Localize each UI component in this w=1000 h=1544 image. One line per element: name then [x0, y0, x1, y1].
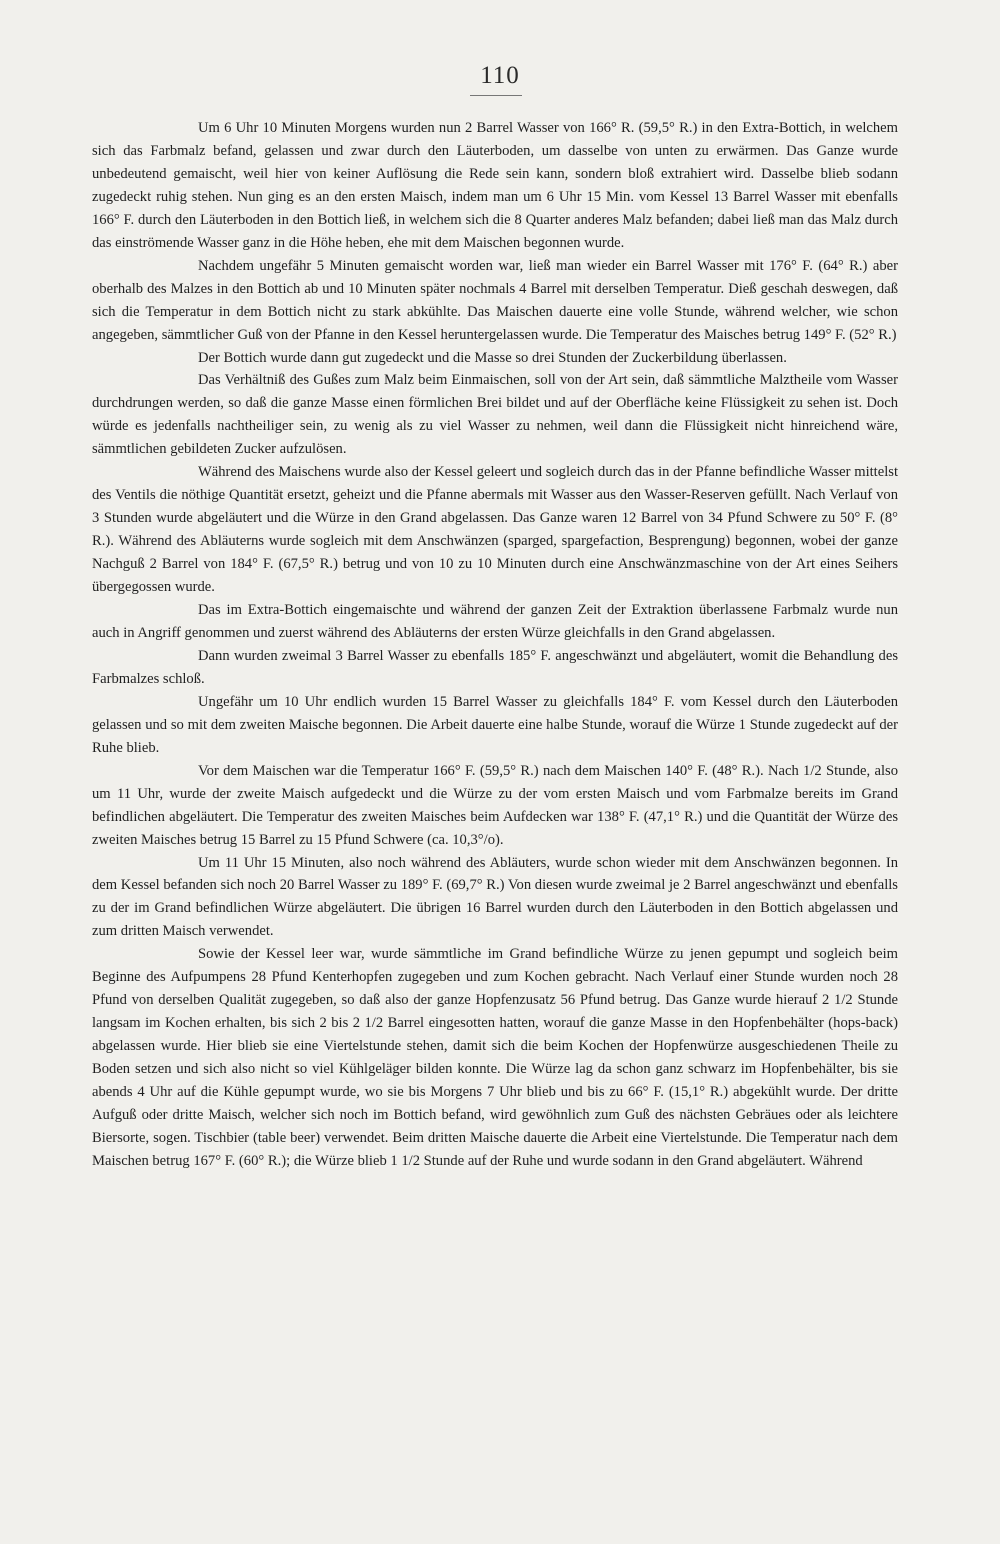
paragraph-6: Das im Extra-Bottich eingemaischte und während der ganzen Zeit der Extraktion überlassene Farbmalz wurde nun auch in Angriff genommen und zuerst während des Abläuterns der ersten Würze gleichfalls in den Grand abgelassen. [92, 602, 898, 641]
paragraph-1: Um 6 Uhr 10 Minuten Morgens wurden nun 2 Barrel Wasser von 166° R. (59,5° R.) in den Extra-Bottich, in welchem sich das Farbmalz befand, gelassen und zwar durch den Läuterboden, um dasselbe von unten zu erwärmen. Das Ganze wurde unbedeutend gemaischt, weil hier von keiner Auflösung die Rede sein kann, sondern bloß extrahiert wird. Dasselbe blieb sodann zugedeckt ruhig stehen. Nun ging es an den ersten Maisch, indem man um 6 Uhr 15 Min. vom Kessel 13 Barrel Wasser mit ebenfalls 166° F. durch den Läuterboden in den Bottich ließ, in welchem sich die 8 Quarter anderes Malz befanden; dabei ließ man das Malz durch das einströmende Wasser ganz in die Höhe heben, ehe mit dem Maischen begonnen wurde. [92, 120, 898, 251]
page-number-rule [470, 95, 522, 96]
paragraph-3: Der Bottich wurde dann gut zugedeckt und die Masse so drei Stunden der Zuckerbildung überlassen. [198, 349, 787, 366]
page-number: 110 [480, 62, 520, 89]
paragraph-7: Dann wurden zweimal 3 Barrel Wasser zu ebenfalls 185° F. angeschwänzt und abgeläutert, womit die Behandlung des Farbmalzes schloß. [92, 647, 898, 687]
paragraph-8: Ungefähr um 10 Uhr endlich wurden 15 Barrel Wasser zu gleichfalls 184° F. vom Kessel durch den Läuterboden gelassen und so mit dem zweiten Maische begonnen. Die Arbeit dauerte eine halbe Stunde, worauf die Würze 1 Stunde zugedeckt auf der Ruhe blieb. [92, 693, 898, 756]
paragraph-11: Sowie der Kessel leer war, wurde sämmtliche im Grand befindliche Würze zu jenen gepumpt und sogleich beim Beginne des Aufpumpens 28 Pfund Kenterhopfen zugegeben und zum Kochen gebracht. Nach Verlauf einer Stunde wurden noch 28 Pfund von derselben Qualität zugegeben, so daß also der ganze Hopfenzusatz 56 Pfund betrug. Das Ganze wurde hierauf 2 1/2 Stunde langsam im Kochen erhalten, bis sich 2 bis 2 1/2 Barrel eingesotten hatten, worauf die ganze Masse in den Hopfenbehälter (hops-back) abgelassen wurde. Hier blieb sie eine Viertelstunde stehen, damit sich die beim Kochen der Hopfenwürze ausgeschiedenen Theile zu Boden setzen und sich also nicht so viel Kühlgeläger bilden konnte. Die Würze lag da schon ganz schwarz im Hopfenbehälter, bis sie abends 4 Uhr auf die Kühle gepumpt wurde, wo sie bis Morgens 7 Uhr blieb und bis zu 66° F. (15,1° R.) abgekühlt wurde. Der dritte Aufguß oder dritte Maisch, welcher sich noch im Bottich befand, wird gewöhnlich zum Guß des nächsten Gebräues oder als leichtere Biersorte, sogen. Tischbier (table beer) verwendet. Beim dritten Maische dauerte die Arbeit eine Viertelstunde. Die Temperatur nach dem Maischen betrug 167° F. (60° R.); die Würze blieb 1 1/2 Stunde auf der Ruhe und wurde sodann in den Grand abgeläutert. Während [92, 946, 898, 1169]
body-text [92, 117, 898, 1173]
paragraph-4: Das Verhältniß des Gußes zum Malz beim Einmaischen, soll von der Art sein, daß sämmtliche Malztheile vom Wasser durchdrungen werden, so daß die ganze Masse einen förmlichen Brei bildet und auf der Oberfläche keine Flüssigkeit zu sehen ist. Doch würde es jedenfalls nachtheiliger sein, zu wenig als zu viel Wasser zu nehmen, weil dann die Flüssigkeit nicht hinreichend wäre, sämmtlichen gebildeten Zucker aufzulösen. [92, 372, 898, 458]
paragraph-10: Um 11 Uhr 15 Minuten, also noch während des Abläuters, wurde schon wieder mit dem Anschwänzen begonnen. In dem Kessel befanden sich noch 20 Barrel Wasser zu 189° F. (69,7° R.) Von diesen wurde zweimal je 2 Barrel angeschwänzt und ebenfalls zu der im Grand befindlichen Würze abgeläutert. Die übrigen 16 Barrel wurden durch den Läuterboden in den Bottich abgelassen und zum dritten Maisch verwendet. [92, 854, 898, 940]
paragraph-2: Nachdem ungefähr 5 Minuten gemaischt worden war, ließ man wieder ein Barrel Wasser mit 176° F. (64° R.) aber oberhalb des Malzes in den Bottich ab und 10 Minuten später nochmals 4 Barrel mit derselben Temperatur. Dieß geschah deswegen, daß sich die Temperatur in dem Bottich nicht zu stark abkühlte. Das Maischen dauerte eine volle Stunde, während welcher, wie schon angegeben, sämmtlicher Guß von der Pfanne in den Kessel heruntergelassen wurde. Die Temperatur des Maisches betrug 149° F. (52° R.) [92, 257, 898, 343]
paragraph-9: Vor dem Maischen war die Temperatur 166° F. (59,5° R.) nach dem Maischen 140° F. (48° R.). Nach 1/2 Stunde, also um 11 Uhr, wurde der zweite Maisch aufgedeckt und die Würze zu der vom ersten Maisch und vom Farbmalze bereits im Grand befindlichen abgeläutert. Die Temperatur des zweiten Maisches beim Aufdecken war 138° F. (47,1° R.) und die Quantität der Würze des zweiten Maisches betrug 15 Barrel zu 15 Pfund Schwere (ca. 10,3°/o). [92, 762, 898, 848]
paragraph-5: Während des Maischens wurde also der Kessel geleert und sogleich durch das in der Pfanne befindliche Wasser mittelst des Ventils die nöthige Quantität ersetzt, geheizt und die Pfanne abermals mit Wasser aus den Wasser-Reserven gefüllt. Nach Verlauf von 3 Stunden wurde abgeläutert und die Würze in den Grand abgelassen. Das Ganze waren 12 Barrel von 34 Pfund Schwere zu 50° F. (8° R.). Während des Abläuterns wurde sogleich mit dem Anschwänzen (sparged, spargefaction, Besprengung) begonnen, wobei der ganze Nachguß 2 Barrel von 184° F. (67,5° R.) betrug und von 10 zu 10 Minuten durch eine Anschwänzmaschine von der Art eines Seihers übergegossen wurde. [92, 464, 898, 596]
